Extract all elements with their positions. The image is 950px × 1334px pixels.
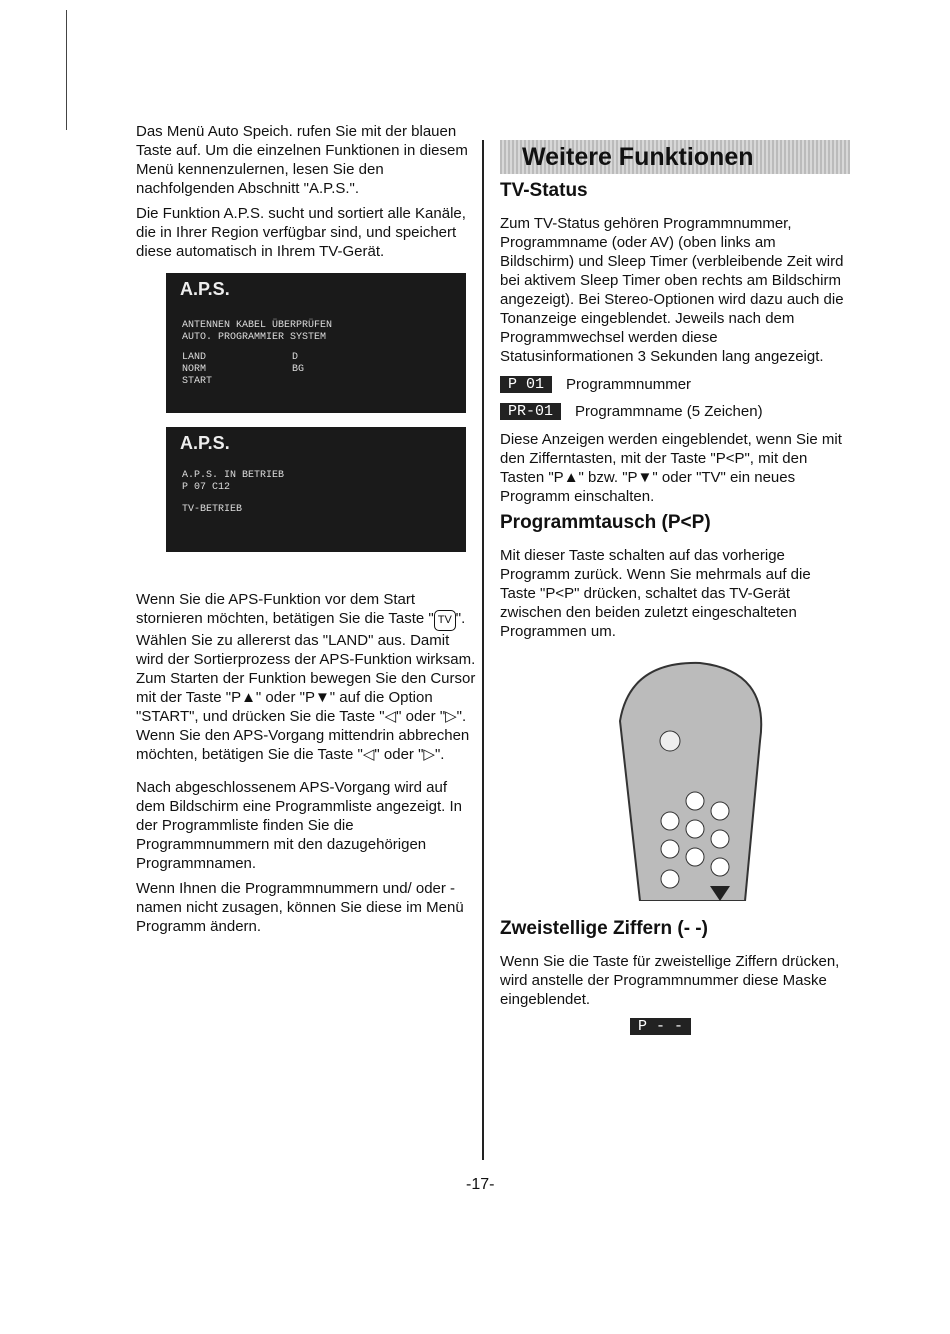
start-label: START xyxy=(182,376,213,387)
tv-status-heading: TV-Status xyxy=(500,180,588,201)
right-column xyxy=(500,140,850,1035)
program-swap-paragraph: Mit dieser Taste schalten auf das vorherige Programm zurück. Wenn Sie mehrmals auf die Taste "P<P" drücken, schaltet das TV-Gerät zwischen den beiden zuletzt eingeschalteten Programmen um. xyxy=(500,547,811,640)
change-names-paragraph: Wenn Ihnen die Programmnummern und/ oder -namen nicht zusagen, können Sie diese im Menü Programm ändern. xyxy=(136,880,464,935)
after-aps-paragraph: Nach abgeschlossenem APS-Vorgang wird auf dem Bildschirm eine Programmliste angezeigt. In der Programmliste finden Sie die Programmnummern mit den dazugehörigen Programmnamen. xyxy=(136,779,462,872)
cancel-paragraph: Wenn Sie die APS-Funktion vor dem Start stornieren möchten, betätigen Sie die Taste " TV ". Wählen Sie zu allererst das "LAND" aus. Damit wird der Sortierprozess der APS-Funktion wirksam. Zum Starten der Funktion bewegen Sie den Cursor mit der Taste "P▲" oder "P▼" auf die Option "START", und drücken Sie die Taste "◁" oder "▷". Wenn Sie den APS-Vorgang mittendrin abbrechen möchten, betätigen Sie die Taste "◁" oder "▷". xyxy=(136,591,476,763)
remote-control-icon xyxy=(610,661,770,901)
land-label: LAND xyxy=(182,352,207,363)
screen-menu-line: ANTENNEN KABEL ÜBERPRÜFEN xyxy=(182,320,333,331)
intro-paragraph: Das Menü Auto Speich. rufen Sie mit der blauen Taste auf. Um die einzelnen Funktionen in diesem Menü kennenzulernen, lesen Sie den nachfolgenden Abschnitt "A.P.S.". xyxy=(136,123,468,197)
norm-label: NORM xyxy=(182,364,207,375)
osd-program-number: P 01 xyxy=(500,376,552,393)
osd-program-number-label: Programmnummer xyxy=(566,376,692,393)
screen-mode-line: TV-BETRIEB xyxy=(182,504,243,515)
aps-screen-running xyxy=(166,427,466,552)
left-column xyxy=(136,122,476,942)
tv-status-paragraph: Zum TV-Status gehören Programmnummer, Programmname (oder AV) (oben links am Bildschirm) und Sleep Timer (verbleibende Zeit wird bei aktivem Sleep Timer oben rechts am Bildschirm angezeigt). Bei Stereo-Optionen wird dazu auch die Tonanzeige eingeblendet. Jeweils nach dem Programmwechsel werden diese Statusinformationen 3 Sekunden lang angezeigt. xyxy=(500,215,844,365)
screen-status-line: A.P.S. IN BETRIEB xyxy=(182,470,285,481)
two-digit-paragraph: Wenn Sie die Taste für zweistellige Ziffern drücken, wird anstelle der Programmnummer diese Maske eingeblendet. xyxy=(500,953,840,1008)
aps-paragraph: Die Funktion A.P.S. sucht und sortiert alle Kanäle, die in Ihrer Region verfügbar sind, und speichert diese automatisch in Ihrem TV-Gerät. xyxy=(136,205,466,260)
osd-program-number-row xyxy=(500,376,850,393)
aps-screen-menu xyxy=(166,273,466,413)
tv-key-icon: TV xyxy=(434,610,456,631)
screen-title: A.P.S. xyxy=(180,433,230,453)
screen-channel-line: P 07 C12 xyxy=(182,482,231,493)
display-paragraph: Diese Anzeigen werden eingeblendet, wenn Sie mit den Zifferntasten, mit der Taste "P<P", mit den Tasten "P▲" bzw. "P▼" oder "TV" ein neues Programm einschalten. xyxy=(500,431,842,505)
section-banner: Weitere Funktionen xyxy=(500,140,850,174)
two-digit-heading: Zweistellige Ziffern (- -) xyxy=(500,918,708,939)
column-divider xyxy=(482,140,484,1160)
osd-program-name: PR-01 xyxy=(500,403,561,420)
land-value: D xyxy=(292,352,299,363)
screen-menu-line-2: AUTO. PROGRAMMIER SYSTEM xyxy=(182,332,327,343)
screen-title: A.P.S. xyxy=(180,279,230,299)
norm-value: BG xyxy=(292,364,305,375)
osd-two-digit-mask: P - - xyxy=(630,1018,691,1035)
osd-program-name-label: Programmname (5 Zeichen) xyxy=(575,403,763,420)
program-swap-heading: Programmtausch (P<P) xyxy=(500,512,711,533)
page-number: -17- xyxy=(466,1176,495,1193)
margin-mark xyxy=(66,10,67,130)
osd-program-name-row xyxy=(500,403,850,420)
